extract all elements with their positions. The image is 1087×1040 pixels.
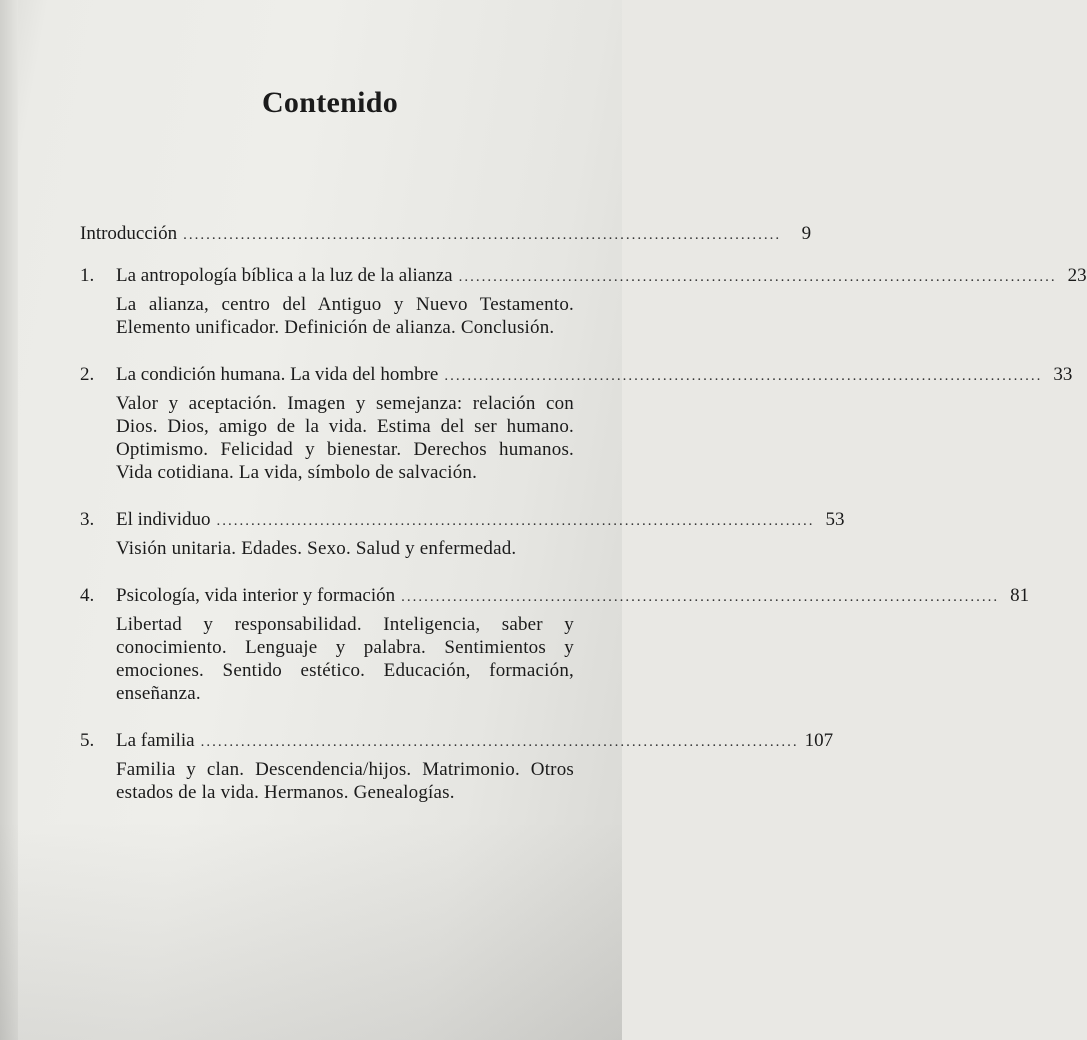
leader-dots: ........................................................................................................ [200,734,799,750]
chapter-page: 23 [1067,265,1087,286]
chapter-number: 5. [80,730,95,751]
chapter-title: La familia [116,730,195,751]
chapter-title: La condición humana. La vida del hombre [116,364,439,385]
table-of-contents [80,222,1087,804]
toc-intro-page: 9 [801,223,812,244]
leader-dots: ........................................................................................................ [216,513,815,529]
chapter-page: 81 [1010,585,1030,606]
chapter-title: El individuo [116,509,211,530]
toc-chapter-entry [80,264,1087,289]
leader-dots: ........................................................................................................ [401,589,1000,605]
chapter-description: Valor y aceptación. Imagen y semejanza: relación con Dios. Dios, amigo de la vida. Estima del ser humano. Optimismo. Felicidad y bienestar. Derechos humanos. Vida cotidiana. La vida, símbolo de salvación. [116,393,574,483]
chapter-description: Familia y clan. Descendencia/hijos. Matrimonio. Otros estados de la vida. Hermanos. Genealogías. [116,759,574,803]
chapter-description: La alianza, centro del Antiguo y Nuevo Testamento. Elemento unificador. Definición de alianza. Conclusión. [116,294,574,338]
page-bottom-shadow [0,820,622,1040]
toc-chapter-entry [80,363,1073,388]
chapter-title: Psicología, vida interior y formación [116,585,396,606]
chapter-page: 33 [1053,364,1073,385]
toc-chapter-entry [80,584,1030,609]
chapter-title: La antropología bíblica a la luz de la alianza [116,265,453,286]
leader-dots: ........................................................................................................ [444,368,1043,384]
chapter-number: 1. [80,265,95,286]
chapter-page: 107 [804,730,834,751]
chapter-number: 4. [80,585,95,606]
chapter-description: Visión unitaria. Edades. Sexo. Salud y enfermedad. [116,538,517,559]
toc-intro-label: Introducción [80,223,178,244]
toc-chapter-entry [80,729,834,754]
leader-dots: ........................................................................................................ [183,227,782,243]
chapter-page: 53 [825,509,845,530]
chapter-number: 2. [80,364,95,385]
toc-chapter-entry [80,508,845,533]
chapter-number: 3. [80,509,95,530]
page-title: Contenido [261,86,399,119]
leader-dots: ........................................................................................................ [458,269,1057,285]
chapter-description: Libertad y responsabilidad. Inteligencia, saber y conocimiento. Lenguaje y palabra. Sentimientos y emociones. Sentido estético. Educación, formación, enseñanza. [116,614,574,704]
toc-intro-entry [80,222,812,247]
